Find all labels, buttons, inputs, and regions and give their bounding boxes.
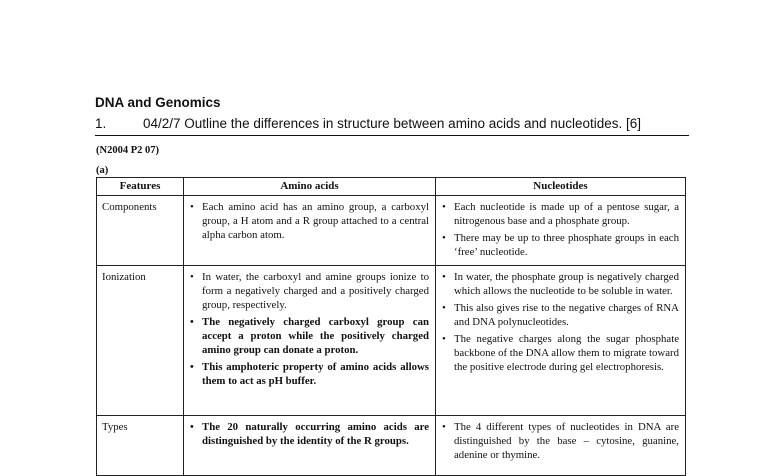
bullet-icon: • [190,421,194,433]
nucleotides-cell [436,196,686,266]
table-row [97,196,686,266]
bullet-icon: • [442,333,446,345]
bullet-text: The 4 different types of nucleotides in DNA are distinguished by the base – cytosine, guanine, adenine or thymine. [454,421,679,461]
bullet-point [440,200,679,228]
question-number: 1. [95,116,107,131]
bullet-icon: • [442,201,446,213]
bullet-text: In water, the carboxyl and amine groups ionize to form a negatively charged and a positively charged group, respectively. [202,271,429,311]
bullet-icon: • [190,361,194,373]
bullet-list [188,200,429,242]
bullet-icon: • [190,316,194,328]
bullet-point [440,332,679,374]
header-nucleotides: Nucleotides [436,178,686,196]
bullet-point [440,420,679,462]
header-amino-acids: Amino acids [184,178,436,196]
bullet-point [188,360,429,388]
bullet-text: In water, the phosphate group is negatively charged which allows the nucleotide to be soluble in water. [454,271,679,297]
table-row [97,416,686,476]
bullet-icon: • [442,302,446,314]
bullet-list [440,420,679,462]
comparison-table [96,177,686,476]
bullet-point [188,270,429,312]
bullet-point [440,270,679,298]
bullet-icon: • [442,232,446,244]
bullet-icon: • [442,421,446,433]
bullet-text: Each amino acid has an amino group, a carboxyl group, a H atom and a R group attached to a central alpha carbon atom. [202,201,429,241]
nucleotides-cell [436,266,686,416]
header-rule [95,135,689,136]
header-features: Features [97,178,184,196]
bullet-text: The 20 naturally occurring amino acids are distinguished by the identity of the R groups. [202,421,429,447]
bullet-text: This also gives rise to the negative charges of RNA and DNA polynucleotides. [454,302,679,328]
question-text: 04/2/7 Outline the differences in structure between amino acids and nucleotides. [6] [143,116,642,131]
bullet-point [188,420,429,448]
bullet-point [440,301,679,329]
bullet-point [440,231,679,259]
bullet-icon: • [190,271,194,283]
bullet-list [188,420,429,448]
bullet-list [188,270,429,388]
amino-acids-cell [184,196,436,266]
nucleotides-cell [436,416,686,476]
amino-acids-cell [184,266,436,416]
bullet-icon: • [442,271,446,283]
question-line [95,116,689,131]
feature-cell: Ionization [97,266,184,416]
bullet-text: The negative charges along the sugar phosphate backbone of the DNA allow them to migrate toward the positive electrode during gel electrophoresis. [454,333,679,373]
table-row [97,266,686,416]
section-title: DNA and Genomics [95,95,221,110]
feature-cell: Components [97,196,184,266]
paper-reference: (N2004 P2 07) [96,145,159,156]
bullet-text: This amphoteric property of amino acids allows them to act as pH buffer. [202,361,429,387]
bullet-point [188,200,429,242]
bullet-text: The negatively charged carboxyl group can accept a proton while the positively charged amino group can donate a proton. [202,316,429,356]
bullet-text: Each nucleotide is made up of a pentose sugar, a nitrogenous base and a phosphate group. [454,201,679,227]
part-label: (a) [96,165,109,176]
table-header-row [97,178,686,196]
bullet-point [188,315,429,357]
feature-cell: Types [97,416,184,476]
bullet-list [440,270,679,374]
bullet-list [440,200,679,259]
bullet-text: There may be up to three phosphate groups in each ‘free’ nucleotide. [454,232,679,258]
amino-acids-cell [184,416,436,476]
bullet-icon: • [190,201,194,213]
